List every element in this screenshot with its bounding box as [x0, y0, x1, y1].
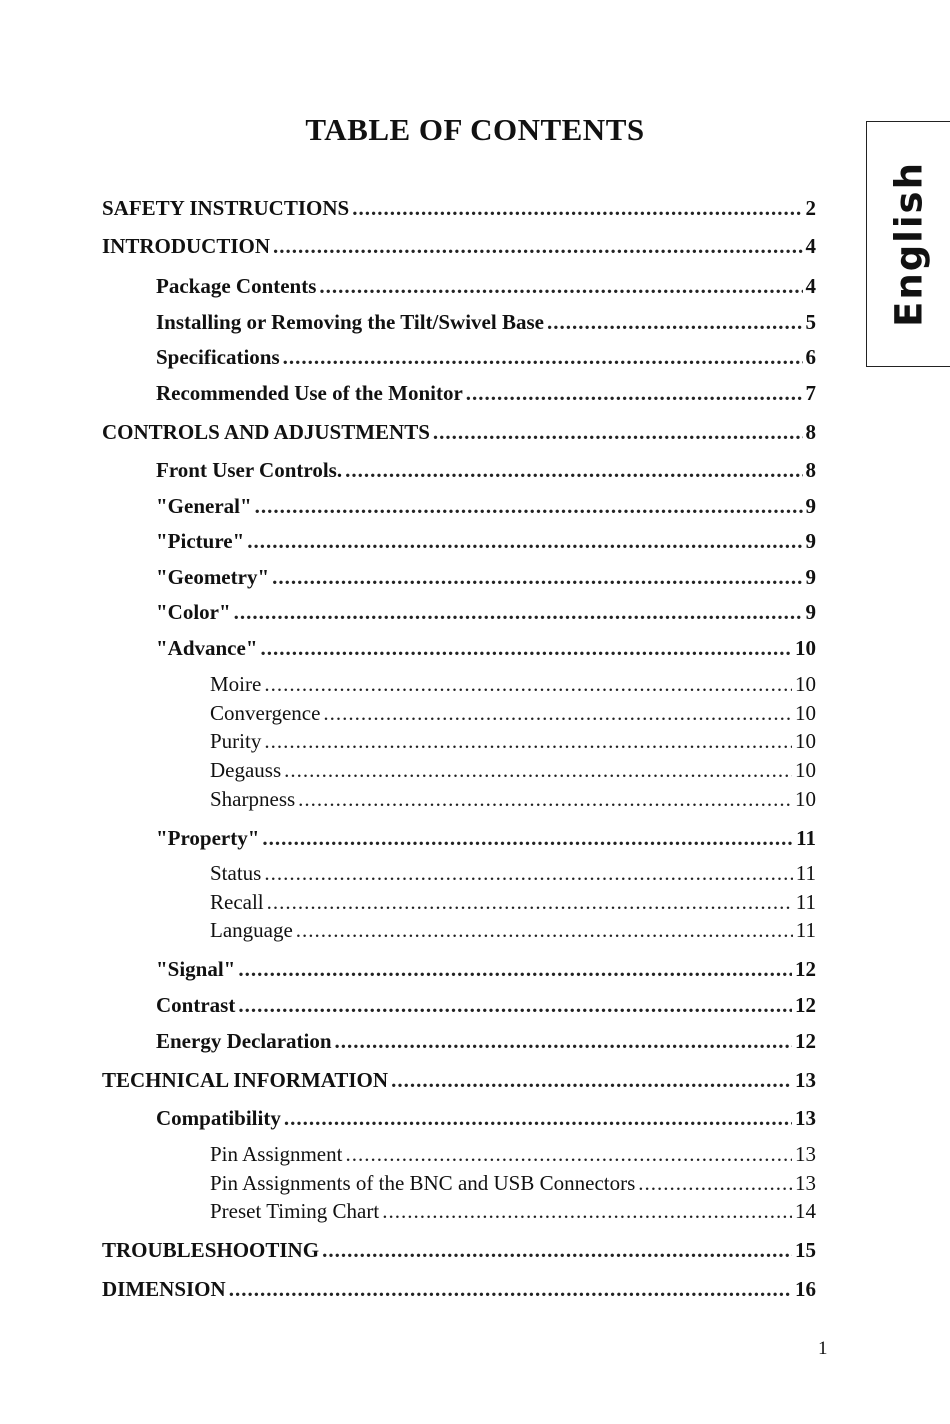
- dot-leader: [345, 458, 802, 483]
- toc-entry-page: 11: [795, 861, 816, 885]
- toc-entry[interactable]: [102, 234, 816, 262]
- toc-entry-title: DIMENSION: [102, 1277, 226, 1301]
- toc-entry-title: Purity: [210, 729, 262, 753]
- toc-entry-title: "Picture": [156, 529, 245, 553]
- toc-entry[interactable]: [156, 529, 816, 557]
- toc-entry-title: "General": [156, 494, 252, 518]
- toc-entry-page: 4: [805, 234, 816, 258]
- dot-leader: [260, 636, 792, 661]
- toc-entry-title: Sharpness: [210, 787, 296, 811]
- dot-leader: [433, 420, 803, 445]
- dot-leader: [247, 529, 802, 554]
- toc-entry-title: Degauss: [210, 758, 282, 782]
- toc-entry-title: Recommended Use of the Monitor: [156, 381, 463, 405]
- dot-leader: [272, 565, 802, 590]
- toc-entry[interactable]: [210, 758, 816, 786]
- toc-entry-page: 14: [795, 1199, 816, 1223]
- toc-entry-page: 13: [795, 1106, 816, 1130]
- toc-entry[interactable]: [210, 729, 816, 757]
- toc-entry-page: 9: [805, 529, 816, 553]
- toc-entry-title: INTRODUCTION: [102, 234, 271, 258]
- dot-leader: [238, 993, 792, 1018]
- toc-entry[interactable]: [156, 458, 816, 486]
- toc-entry[interactable]: [156, 494, 816, 522]
- dot-leader: [264, 672, 792, 697]
- toc-entry-page: 10: [795, 758, 816, 782]
- language-tab-label: English: [887, 161, 930, 327]
- toc-entry-title: Specifications: [156, 345, 280, 369]
- dot-leader: [466, 381, 803, 406]
- toc-entry-title: Recall: [210, 890, 264, 914]
- toc-entry[interactable]: [156, 1029, 816, 1057]
- dot-leader: [264, 861, 792, 886]
- toc-entry-title: TROUBLESHOOTING: [102, 1238, 320, 1262]
- toc-entry[interactable]: [156, 310, 816, 338]
- toc-entry-title: Energy Declaration: [156, 1029, 332, 1053]
- toc-entry-title: Preset Timing Chart: [210, 1199, 380, 1223]
- toc-entry-title: "Geometry": [156, 565, 270, 589]
- dot-leader: [262, 826, 793, 851]
- toc-entry-title: Pin Assignments of the BNC and USB Connectors: [210, 1171, 636, 1195]
- dot-leader: [284, 1106, 792, 1131]
- toc-entry-page: 5: [805, 310, 816, 334]
- toc-entry-title: Package Contents: [156, 274, 317, 298]
- toc-entry-title: Compatibility: [156, 1106, 281, 1130]
- toc-entry-title: CONTROLS AND ADJUSTMENTS: [102, 420, 430, 444]
- toc-entry-title: SAFETY INSTRUCTIONS: [102, 196, 350, 220]
- toc-entry[interactable]: [102, 420, 816, 448]
- toc-entry[interactable]: [156, 826, 816, 854]
- toc-entry-page: 11: [796, 826, 816, 850]
- dot-leader: [267, 890, 793, 915]
- toc-entry-page: 12: [795, 1029, 816, 1053]
- toc-entry-page: 15: [795, 1238, 816, 1262]
- toc-entry-title: "Signal": [156, 957, 236, 981]
- toc-entry-page: 11: [795, 890, 816, 914]
- toc-entry-page: 13: [795, 1068, 816, 1092]
- dot-leader: [273, 234, 802, 259]
- toc-entry-title: TECHNICAL INFORMATION: [102, 1068, 389, 1092]
- dot-leader: [547, 310, 803, 335]
- toc-entry-title: "Property": [156, 826, 260, 850]
- toc-entry-page: 10: [795, 701, 816, 725]
- dot-leader: [352, 196, 802, 221]
- toc-entry-page: 9: [805, 600, 816, 624]
- toc-entry-page: 6: [805, 345, 816, 369]
- dot-leader: [255, 494, 803, 519]
- toc-entry[interactable]: [102, 1238, 816, 1266]
- toc-entry[interactable]: [102, 1277, 816, 1305]
- dot-leader: [284, 758, 792, 783]
- toc-entry[interactable]: [156, 993, 816, 1021]
- page-number: 1: [818, 1338, 828, 1359]
- dot-leader: [391, 1068, 792, 1093]
- dot-leader: [335, 1029, 792, 1054]
- dot-leader: [229, 1277, 792, 1302]
- toc-entry-page: 4: [805, 274, 816, 298]
- toc-entry-title: Language: [210, 918, 293, 942]
- toc-entry-page: 9: [805, 565, 816, 589]
- toc-entry[interactable]: [156, 957, 816, 985]
- dot-leader: [283, 345, 803, 370]
- toc-entry-title: Convergence: [210, 701, 321, 725]
- toc-entry[interactable]: [210, 890, 816, 918]
- toc-entry[interactable]: [156, 381, 816, 409]
- dot-leader: [234, 600, 803, 625]
- dot-leader: [322, 1238, 792, 1263]
- dot-leader: [345, 1142, 792, 1167]
- toc-entry-page: 7: [805, 381, 816, 405]
- toc-entry-page: 8: [805, 420, 816, 444]
- dot-leader: [264, 729, 792, 754]
- toc-entry[interactable]: [156, 565, 816, 593]
- toc-entry-title: "Advance": [156, 636, 258, 660]
- toc-entry-page: 9: [805, 494, 816, 518]
- toc-entry[interactable]: [210, 1142, 816, 1170]
- toc-entry-page: 10: [795, 672, 816, 696]
- toc-entry[interactable]: [156, 636, 816, 664]
- toc-entry[interactable]: [156, 600, 816, 628]
- toc-entry-page: 12: [795, 993, 816, 1017]
- toc-entry-page: 11: [795, 918, 816, 942]
- toc-entry-page: 10: [795, 787, 816, 811]
- toc-entry[interactable]: [210, 701, 816, 729]
- dot-leader: [638, 1171, 792, 1196]
- dot-leader: [323, 701, 792, 726]
- toc-entry-page: 10: [795, 636, 816, 660]
- toc-entry-title: Status: [210, 861, 262, 885]
- toc-entry[interactable]: [210, 861, 816, 889]
- toc-entry[interactable]: [102, 196, 816, 224]
- toc-entry[interactable]: [102, 1068, 816, 1096]
- toc-entry-page: 13: [795, 1171, 816, 1195]
- toc-entry[interactable]: [210, 918, 816, 946]
- toc-entry-page: 13: [795, 1142, 816, 1166]
- dot-leader: [298, 787, 792, 812]
- toc-entry-title: Pin Assignment: [210, 1142, 343, 1166]
- dot-leader: [238, 957, 792, 982]
- toc-entry-title: Installing or Removing the Tilt/Swivel Base: [156, 310, 544, 334]
- toc-entry[interactable]: [210, 1171, 816, 1199]
- toc-entry[interactable]: [210, 672, 816, 700]
- toc-entry-page: 8: [805, 458, 816, 482]
- dot-leader: [319, 274, 802, 299]
- toc-entry[interactable]: [156, 274, 816, 302]
- toc-entry[interactable]: [210, 787, 816, 815]
- page-title: TABLE OF CONTENTS: [305, 112, 645, 147]
- toc-entry[interactable]: [210, 1199, 816, 1227]
- toc-entry-title: Contrast: [156, 993, 236, 1017]
- toc-entry[interactable]: [156, 345, 816, 373]
- toc-entry-title: "Color": [156, 600, 231, 624]
- toc-entry-page: 2: [805, 196, 816, 220]
- toc-entry[interactable]: [156, 1106, 816, 1134]
- dot-leader: [382, 1199, 792, 1224]
- toc-entry-title: Moire: [210, 672, 262, 696]
- toc-entry-title: Front User Controls.: [156, 458, 343, 482]
- toc-entry-page: 10: [795, 729, 816, 753]
- dot-leader: [296, 918, 793, 943]
- toc-entry-page: 16: [795, 1277, 816, 1301]
- toc-entry-page: 12: [795, 957, 816, 981]
